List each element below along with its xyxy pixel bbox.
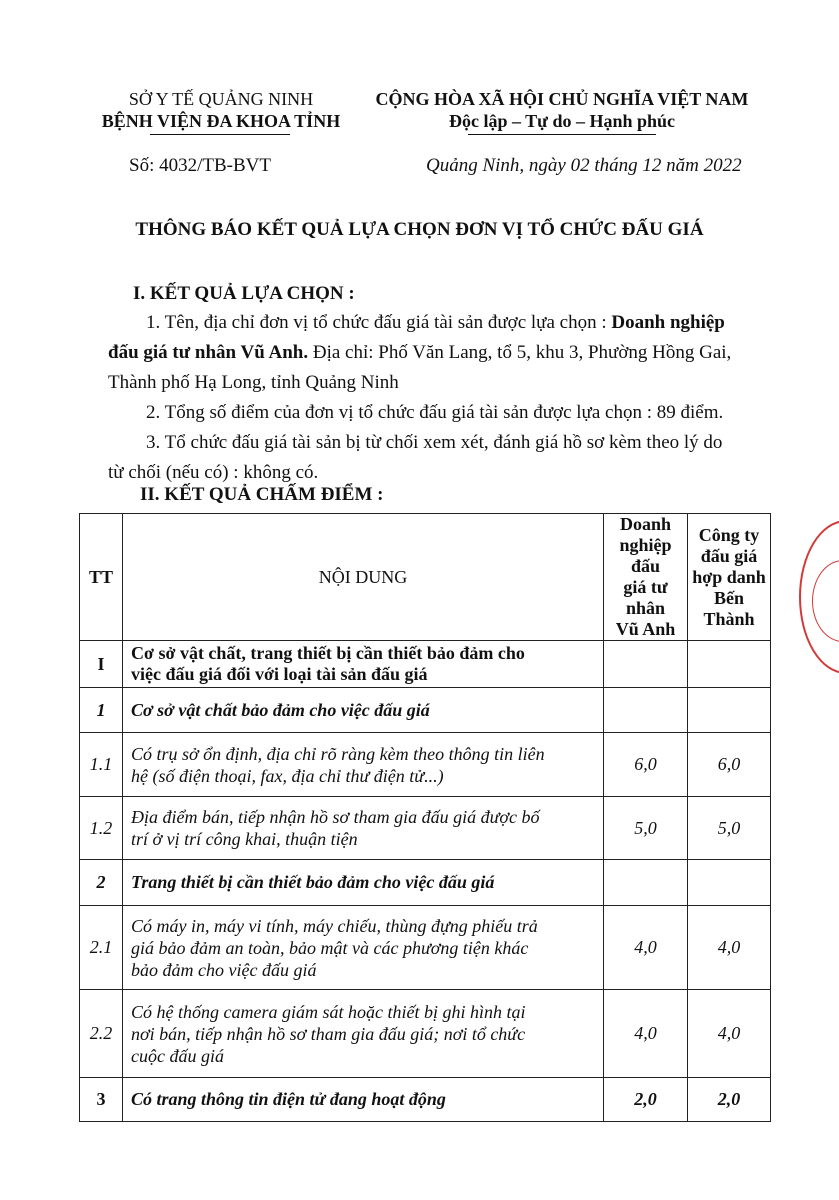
row-score-bidder-1: 4,0 [604,906,688,990]
org-underline [150,134,290,135]
row-content: Có máy in, máy vi tính, máy chiếu, thùng đựng phiếu trả giá bảo đảm an toàn, bảo mật và các phương tiện khác bảo đảm cho việc đấu giá [123,906,604,990]
winner-name-a: Doanh nghiệp [611,312,725,333]
row-score-bidder-2: 4,0 [688,990,771,1078]
row-tt: 1.1 [80,733,123,797]
document-number: Số: 4032/TB-BVT [129,155,271,176]
row-tt: 1 [80,688,123,733]
table-row [80,906,771,990]
org-name: BỆNH VIỆN ĐA KHOA TỈNH [101,111,341,131]
winner-name-b: đấu giá tư nhân Vũ Anh. [108,342,309,363]
section-1-item-3 [108,428,778,488]
header-bidder-2: Công ty đấu giá hợp danh Bến Thành [688,514,771,641]
row-score-bidder-2 [688,641,771,688]
issuing-organization [86,88,356,132]
issue-date: Quảng Ninh, ngày 02 tháng 12 năm 2022 [426,155,742,176]
row-content: Có hệ thống camera giám sát hoặc thiết bị ghi hình tại nơi bán, tiếp nhận hồ sơ tham gia đấu giá; nơi tổ chức cuộc đấu giá [123,990,604,1078]
row-score-bidder-1: 5,0 [604,797,688,860]
row-score-bidder-1 [604,641,688,688]
scoring-table [79,513,771,1122]
item-3-line-b: từ chối (nếu có) : không có. [108,462,319,483]
row-content: Có trụ sở ổn định, địa chỉ rõ ràng kèm theo thông tin liên hệ (số điện thoại, fax, địa chỉ thư điện tử...) [123,733,604,797]
national-motto [352,88,772,132]
winner-address-a: Địa chỉ: Phố Văn Lang, tổ 5, khu 3, Phường Hồng Gai, [308,342,732,363]
row-tt: 2.2 [80,990,123,1078]
section-1-item-2: 2. Tổng số điểm của đơn vị tổ chức đấu giá tài sản được lựa chọn : 89 điểm. [146,402,724,423]
row-score-bidder-1 [604,688,688,733]
table-row [80,733,771,797]
row-score-bidder-2 [688,688,771,733]
row-tt: 2.1 [80,906,123,990]
document-title: THÔNG BÁO KẾT QUẢ LỰA CHỌN ĐƠN VỊ TỔ CHỨC ĐẤU GIÁ [135,219,704,240]
row-score-bidder-2: 2,0 [688,1078,771,1122]
row-tt: 3 [80,1078,123,1122]
section-1-heading: I. KẾT QUẢ LỰA CHỌN : [133,283,355,304]
row-content: Cơ sở vật chất, trang thiết bị cần thiết bảo đảm cho việc đấu giá đối với loại tài sản đấu giá [123,641,604,688]
item-3-line-a: 3. Tổ chức đấu giá tài sản bị từ chối xem xét, đánh giá hồ sơ kèm theo lý do [146,432,723,453]
row-score-bidder-2: 5,0 [688,797,771,860]
table-row [80,860,771,906]
table-row [80,1078,771,1122]
table-row [80,990,771,1078]
table-row [80,797,771,860]
header-tt: TT [80,514,123,641]
row-score-bidder-1: 4,0 [604,990,688,1078]
header-bidder-1: Doanh nghiệp đấu giá tư nhân Vũ Anh [604,514,688,641]
section-1-item-1 [108,308,768,398]
nation-name: CỘNG HÒA XÃ HỘI CHỦ NGHĨA VIỆT NAM [375,89,749,109]
section-2-heading: II. KẾT QUẢ CHẤM ĐIỂM : [140,484,384,505]
item-1-label: 1. Tên, địa chỉ đơn vị tổ chức đấu giá tài sản được lựa chọn : [146,312,612,333]
row-content: Cơ sở vật chất bảo đảm cho việc đấu giá [123,688,604,733]
nation-motto: Độc lập – Tự do – Hạnh phúc [448,111,676,131]
row-score-bidder-1 [604,860,688,906]
motto-underline [468,134,656,135]
table-row [80,688,771,733]
row-score-bidder-1: 2,0 [604,1078,688,1122]
org-parent: SỞ Y TẾ QUẢNG NINH [128,89,314,109]
row-score-bidder-2: 4,0 [688,906,771,990]
winner-address-b: Thành phố Hạ Long, tỉnh Quảng Ninh [108,372,399,393]
row-tt: 1.2 [80,797,123,860]
row-tt: 2 [80,860,123,906]
row-content: Trang thiết bị cần thiết bảo đảm cho việc đấu giá [123,860,604,906]
header-content: NỘI DUNG [123,514,604,641]
row-score-bidder-2: 6,0 [688,733,771,797]
table-row [80,641,771,688]
table-header-row [80,514,771,641]
row-content: Có trang thông tin điện tử đang hoạt động [123,1078,604,1122]
row-score-bidder-2 [688,860,771,906]
row-tt: I [80,641,123,688]
row-score-bidder-1: 6,0 [604,733,688,797]
row-content: Địa điểm bán, tiếp nhận hồ sơ tham gia đấu giá được bố trí ở vị trí công khai, thuận tiện [123,797,604,860]
